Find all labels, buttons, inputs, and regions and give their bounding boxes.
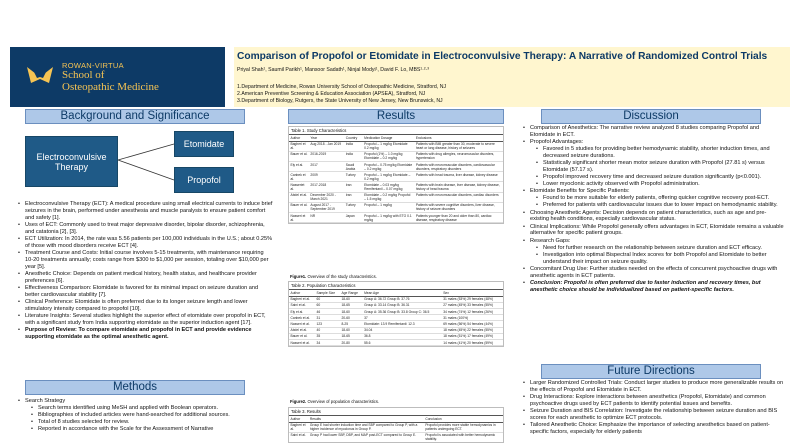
discussion-bullet: • Clinical Implications: While Propofol generally offers advantages in ECT, Etomidate remains a valuable alternative for specific patient groups.: [523, 224, 785, 238]
logo-school-line2: Osteopathic Medicine: [62, 81, 159, 93]
discussion-bullet: • Etomidate Benefits for Specific Patients:: [523, 188, 785, 195]
discussion-bullet: • Preferred for patients with cardiovascular issues due to lower impact on hemodynamic stability.: [523, 202, 785, 209]
table-cell: 40: [315, 327, 340, 333]
etomidate-box: Etomidate: [174, 131, 234, 157]
table-cell: 2016-2019: [309, 151, 344, 161]
t2-header-cell: Sample Size: [315, 290, 340, 297]
table-cell: 2017: [309, 161, 344, 171]
table-cell: Saudi Arabia: [344, 161, 362, 171]
study-characteristics-table: [288, 126, 504, 224]
school-logo: [10, 47, 225, 107]
table-cell: 18-60: [340, 308, 363, 314]
table-cell: 18-60: [340, 296, 363, 302]
table-cell: 18-65: [340, 333, 363, 339]
discussion-bullet: • Concomitant Drug Use: Further studies needed on the effects of concurrent psychoactive drugs with anesthetic agents in ECT patients.: [523, 266, 785, 280]
table-cell: Patients with neuromuscular disorders, cardiac disorders: [414, 192, 503, 202]
table-cell: 36.8: [363, 333, 442, 339]
table-cell: India: [344, 141, 362, 151]
table3-title: Table 3. Results: [291, 409, 321, 414]
table-cell: 27 males (45%) 33 females (55%): [442, 302, 503, 308]
table-cell: Patients with BMI greater than 30, moderate to severe heart or lung disease, history of seizures: [414, 141, 503, 151]
table-cell: Group A: 36.72 Group B: 37.76: [363, 296, 442, 302]
propofol-box: Propofol: [174, 167, 234, 193]
table-cell: 55.6: [363, 339, 442, 345]
figure2-text: Overview of population characteristics.: [307, 399, 380, 404]
results-table: [288, 407, 504, 443]
results-section-header: Results: [288, 109, 504, 124]
discussion-bullet: • Lower myoclonic activity observed with Propofol administration.: [523, 181, 785, 188]
table-cell: Patients younger than 20 and older than 80, cardiac disease, respiratory disease: [414, 212, 503, 222]
table-cell: Etomidate: 13.9 Remifentanil: 12.3: [363, 321, 442, 327]
methods-bullet: • Reported in accordance with the Scale for the Assessment of Narrative: [18, 426, 273, 433]
background-bullet: • Uses of ECT: Commonly used to treat major depressive disorder, bipolar disorder, schizophrenia, and catatonia [2], [3].: [18, 222, 273, 236]
t1-header-cell: Exclusions: [414, 135, 503, 142]
table-cell: 31 males (100%): [442, 315, 503, 321]
population-characteristics-table: [288, 281, 504, 347]
table3: [289, 415, 503, 443]
discussion-bullet: • Choosing Anesthetic Agents: Decision depends on patient characteristics, such as age and pre-existing health conditions, especially cardiovascular status.: [523, 210, 785, 224]
title-banner: [234, 47, 790, 107]
table-cell: Patients with neuromuscular disorders, cardiovascular disorders, respiratory disorders: [414, 161, 503, 171]
future-bullet-list: [523, 380, 785, 436]
table-cell: Propofol – 0.75 mg/kg Etomidate – 0.2 mg/kg: [363, 161, 415, 171]
table-row: [289, 172, 503, 182]
table-cell: 37: [363, 315, 442, 321]
table1-title: Table 1. Study Characteristics: [291, 128, 347, 133]
background-section-header: Background and Significance: [25, 109, 245, 124]
background-bullet: • Clinical Preference: Etomidate is often preferred due to its longer seizure length and lower stimulatory intensity compared to propofol [10].: [18, 299, 273, 313]
table-row: [289, 141, 503, 151]
table-cell: Ely et al.: [289, 161, 309, 171]
table-cell: Bauer et al.: [289, 333, 315, 339]
table-cell: Nasseri et al.: [289, 321, 315, 327]
table-cell: 14 males (41%) 20 females (59%): [442, 339, 503, 345]
table-cell: 20-60: [340, 315, 363, 321]
t2-header-cell: Sex: [442, 290, 503, 297]
table-cell: Bauer et al.: [289, 202, 309, 212]
table-cell: Bagheri et al.: [289, 422, 308, 432]
t1-header-cell: Medication Dosage: [363, 135, 415, 142]
discussion-section-header: Discussion: [541, 109, 761, 124]
table-cell: Propofol (1%) – 1.0 mg/kg Etomidate – 0.2 mg/kg: [363, 151, 415, 161]
table-cell: Propofol – 1 mg/kg with ETO 0.1 mg/kg: [363, 212, 415, 222]
table-cell: Abdel et al.: [289, 192, 309, 202]
table-row: [289, 339, 503, 345]
table-row: [289, 192, 503, 202]
affiliation-2: 2.American Preventive Screening & Education Association (APSEA), Stratford, NJ: [237, 91, 426, 97]
table-row: [289, 432, 503, 442]
poster-title: Comparison of Propofol or Etomidate in Electroconvulsive Therapy: A Narrative of Randomized Control Trials: [237, 51, 768, 62]
affiliation-3: 3.Department of Biology, Rutgers, the State University of New Jersey, New Brunswick, NJ: [237, 98, 443, 104]
table-cell: Aug 2018 - Jan 2019: [309, 141, 344, 151]
table-cell: 46: [315, 308, 340, 314]
logo-school-line1: School of: [62, 69, 105, 81]
table-row: [289, 151, 503, 161]
table-row: [289, 422, 503, 432]
discussion-bullet: • Propofol Advantages:: [523, 139, 785, 146]
methods-bullet: • Total of 8 studies selected for review.: [18, 419, 273, 426]
conclusion-bullet: [523, 280, 785, 294]
table-cell: Patients with brain disease, liver disease, kidney disease, history of head trauma: [414, 182, 503, 192]
methods-bullet: • Search terms identified using MeSH and applied with Boolean operators.: [18, 405, 273, 412]
table-cell: Turkey: [344, 172, 362, 182]
table-cell: Saini et al.: [289, 432, 308, 442]
table-cell: 18 males (51%) 17 females (49%): [442, 333, 503, 339]
background-bullet: • Literature Insights: Several studies highlight the superior effect of etomidate over propofol in ECT, with a significant study from India supporting etomidate as the superior induction agent [17].: [18, 313, 273, 327]
table-cell: Ely et al.: [289, 308, 315, 314]
table-cell: Group A: 33.14 Group B: 36.31: [363, 302, 442, 308]
table-cell: December 2020 - March 2021: [309, 192, 344, 202]
table-cell: 69 males (56%) 54 females (44%): [442, 321, 503, 327]
discussion-bullet: • Need for further research on the relationship between seizure duration and ECT efficacy.: [523, 245, 785, 252]
table-cell: Canbek et al.: [289, 315, 315, 321]
discussion-bullet: • Propofol improved recovery time and decreased seizure duration significantly (p<0.001).: [523, 174, 785, 181]
future-bullet: • Drug Interactions: Explore interactions between anesthetics (Propofol, Etomidate) and common psychoactive drugs used by ECT patients to identify potential issues and benefits.: [523, 394, 785, 408]
t3-header-cell: Author: [289, 416, 308, 423]
table-cell: Group P had lower SBP, DBP, and MAP post-ECT compared to Group E.: [308, 432, 423, 442]
table2: [289, 289, 503, 346]
methods-section-header: Methods: [25, 380, 245, 395]
table-cell: Iran: [344, 192, 362, 202]
table-cell: Group E had shorter induction time and SBP compared to Group P, with a higher incidence of myoclonus in Group P.: [308, 422, 423, 432]
table-cell: Nasseri et al.: [289, 339, 315, 345]
table-cell: India: [344, 151, 362, 161]
table-cell: Canbek et al.: [289, 172, 309, 182]
discussion-bullet: • Research Gaps:: [523, 238, 785, 245]
table1: [289, 134, 503, 223]
figure2-label: Figure2.: [290, 399, 307, 404]
table-cell: 60: [315, 296, 340, 302]
purpose-statement: Purpose of Review: To compare etomidate and propofol in ECT and provide evidence supporting etomidate as the optimal anesthetic agent.: [25, 326, 252, 340]
figure1-label: Figure1.: [290, 274, 307, 279]
table-cell: Propofol – 1 mg/kg Etomidate 0.2 mg/kg: [363, 141, 415, 151]
table-cell: 34: [315, 339, 340, 345]
table-cell: Patients with drug allergies, neuromuscular disorders, hypertension: [414, 151, 503, 161]
table-cell: 8-25: [340, 321, 363, 327]
discussion-bullet: • Statistically significant shorter mean motor seizure duration with Propofol (27.81 s) versus Etomidate (57.17 s).: [523, 160, 785, 174]
table-cell: 31: [315, 315, 340, 321]
table-cell: 2017-2018: [309, 182, 344, 192]
t2-header-cell: Age Range: [340, 290, 363, 297]
future-section-header: Future Directions: [541, 364, 761, 379]
methods-bullet: • Bibliographies of included articles were hand-searched for additional sources.: [18, 412, 273, 419]
author-list: Priyal Shah¹, Saumil Parikh¹, Mansoor Sadath¹, Ninjal Modyi¹, David F. Lo, MBS¹·²·³: [237, 67, 429, 73]
table-cell: 34.04: [363, 327, 442, 333]
table-cell: August 2017 - September 2019: [309, 202, 344, 212]
background-bullet: • Treatment Course and Costs: Initial course involves 5-15 treatments, with maintenance requiring 10-20 treatments annually; costs range from $300 to $1,000 per session, totaling over $10,000 per year [5].: [18, 250, 273, 271]
background-bullet: • Anesthetic Choice: Depends on patient medical history, health status, and healthcare provider preferences [6].: [18, 271, 273, 285]
future-bullet: • Seizure Duration and BIS Correlation: Investigate the relationship between seizure duration and BIS scores for each anesthetic to optimize ECT protocols.: [523, 408, 785, 422]
table-cell: Japan: [344, 212, 362, 222]
table-row: [289, 212, 503, 222]
table-cell: Iran: [344, 182, 362, 192]
discussion-bullet: • Comparison of Anesthetics: The narrative review analyzed 8 studies comparing Propofol and Etomidate in ECT.: [523, 125, 785, 139]
table-cell: 2009: [309, 172, 344, 182]
t3-header-cell: Conclusion: [424, 416, 503, 423]
figure1-caption: [290, 274, 377, 279]
table-cell: Nasseri et al.: [289, 212, 309, 222]
t2-header-cell: Mean Age: [363, 290, 442, 297]
table-cell: 18-60: [340, 327, 363, 333]
ect-diagram: [20, 128, 250, 198]
table-cell: Propofol is associated with better hemodynamic stability.: [424, 432, 503, 442]
table-cell: 18-65: [340, 302, 363, 308]
background-bullet: • Effectiveness Comparison: Etomidate is favored for its minimal impact on seizure duration and better cardiovascular stability [7].: [18, 285, 273, 299]
owl-logo-icon: [25, 63, 55, 87]
background-bullet: • Electroconvulsive Therapy (ECT): A medical procedure using small electrical currents to induce brief seizures in the brain, performed under anesthesia and muscle paralysis to ensure patient comfort and safety [1].: [18, 201, 273, 222]
t1-header-cell: Author: [289, 135, 309, 142]
logo-wordmark: ROWAN-VIRTUA: [62, 61, 124, 70]
discussion-bullet: • Investigation into optimal Bispectral Index scores for both Propofol and Etomidate to better understand their impact on seizure quality.: [523, 252, 785, 266]
table-cell: 34 males (74%) 12 females (26%): [442, 308, 503, 314]
table-cell: Abdel et al.: [289, 327, 315, 333]
purpose-bullet: [18, 327, 273, 341]
t1-header-cell: Country: [344, 135, 362, 142]
table-cell: Propofol provides more stable hemodynamics in patients undergoing ECT.: [424, 422, 503, 432]
table-cell: Etomidate – 0.2 mg/kg Propofol – 1.5 mg/kg: [363, 192, 415, 202]
background-bullet-list: [18, 201, 273, 341]
poster-header: [10, 47, 782, 107]
table-row: [289, 202, 503, 212]
table-cell: Etomidate – 0.03 mg/kg Remifentanil – 0.07 mg/kg: [363, 182, 415, 192]
methods-bullet: • Search Strategy: [18, 398, 273, 405]
table-cell: Nasseriet al.: [289, 182, 309, 192]
table-cell: Group A: 35.36 Group B: 33.8 Group C: 36.5: [363, 308, 442, 314]
table-cell: Patients with severe cognitive disorders, liver disease, history of seizure disorders: [414, 202, 503, 212]
t1-header-cell: Year: [309, 135, 344, 142]
conclusion-statement: Conclusion: Propofol is often preferred due to faster induction and recovery times, but anesthetic choice should be individualized based on patient-specific factors.: [530, 279, 761, 293]
table-cell: 60: [315, 302, 340, 308]
t2-header-cell: Author: [289, 290, 315, 297]
discussion-bullet-list: [523, 125, 785, 294]
table-cell: Turkey: [344, 202, 362, 212]
table-cell: Bagheri et al.: [289, 296, 315, 302]
table-cell: Propofol – 1 mg/kg: [363, 202, 415, 212]
figure1-text: Overview of the study characteristics.: [307, 274, 377, 279]
future-bullet: • Tailored Anesthetic Choice: Emphasize the importance of selecting anesthetics based on patient-specific factors, especially for elderly patients: [523, 422, 785, 436]
figure2-caption: [290, 399, 379, 404]
table-row: [289, 161, 503, 171]
table-cell: Bagheri et al.: [289, 141, 309, 151]
table-cell: 123: [315, 321, 340, 327]
table2-title: Table 2. Population Characteristics: [291, 283, 356, 288]
t3-header-cell: Results: [308, 416, 423, 423]
background-bullet: • ECT Utilization: In 2014, the rate was 5.56 patients per 100,000 individuals in the U.S.; about 0.25% of those with mood disorders receive ECT [4].: [18, 236, 273, 250]
table-cell: 18 males (45%) 22 females (55%): [442, 327, 503, 333]
affiliation-1: 1.Department of Medicine, Rowan University School of Osteopathic Medicine, Stratford, NJ: [237, 84, 447, 90]
ect-box: Electroconvulsive Therapy: [25, 136, 118, 187]
methods-bullet-list: [18, 398, 273, 433]
table-cell: 31 males (53%) 29 females (48%): [442, 296, 503, 302]
table-cell: Saini et al.: [289, 302, 315, 308]
table-cell: Patients with head trauma, liver disease, kidney disease: [414, 172, 503, 182]
table-cell: NR: [309, 212, 344, 222]
discussion-bullet: • Favored in 5 studies for providing better hemodynamic stability, shorter induction times, and decreased seizure durations.: [523, 146, 785, 160]
table-cell: 35: [315, 333, 340, 339]
table-row: [289, 182, 503, 192]
table-cell: Propofol – 1 mg/kg Etomidate – 0.2 mg/kg: [363, 172, 415, 182]
future-bullet: • Larger Randomized Controlled Trials: Conduct larger studies to produce more generalizable results on the effects of Propofol and Etomidate in ECT.: [523, 380, 785, 394]
table-cell: Bauer et al.: [289, 151, 309, 161]
table-cell: 20-80: [340, 339, 363, 345]
discussion-bullet: • Found to be more suitable for elderly patients, offering quicker cognitive recovery post-ECT.: [523, 195, 785, 202]
